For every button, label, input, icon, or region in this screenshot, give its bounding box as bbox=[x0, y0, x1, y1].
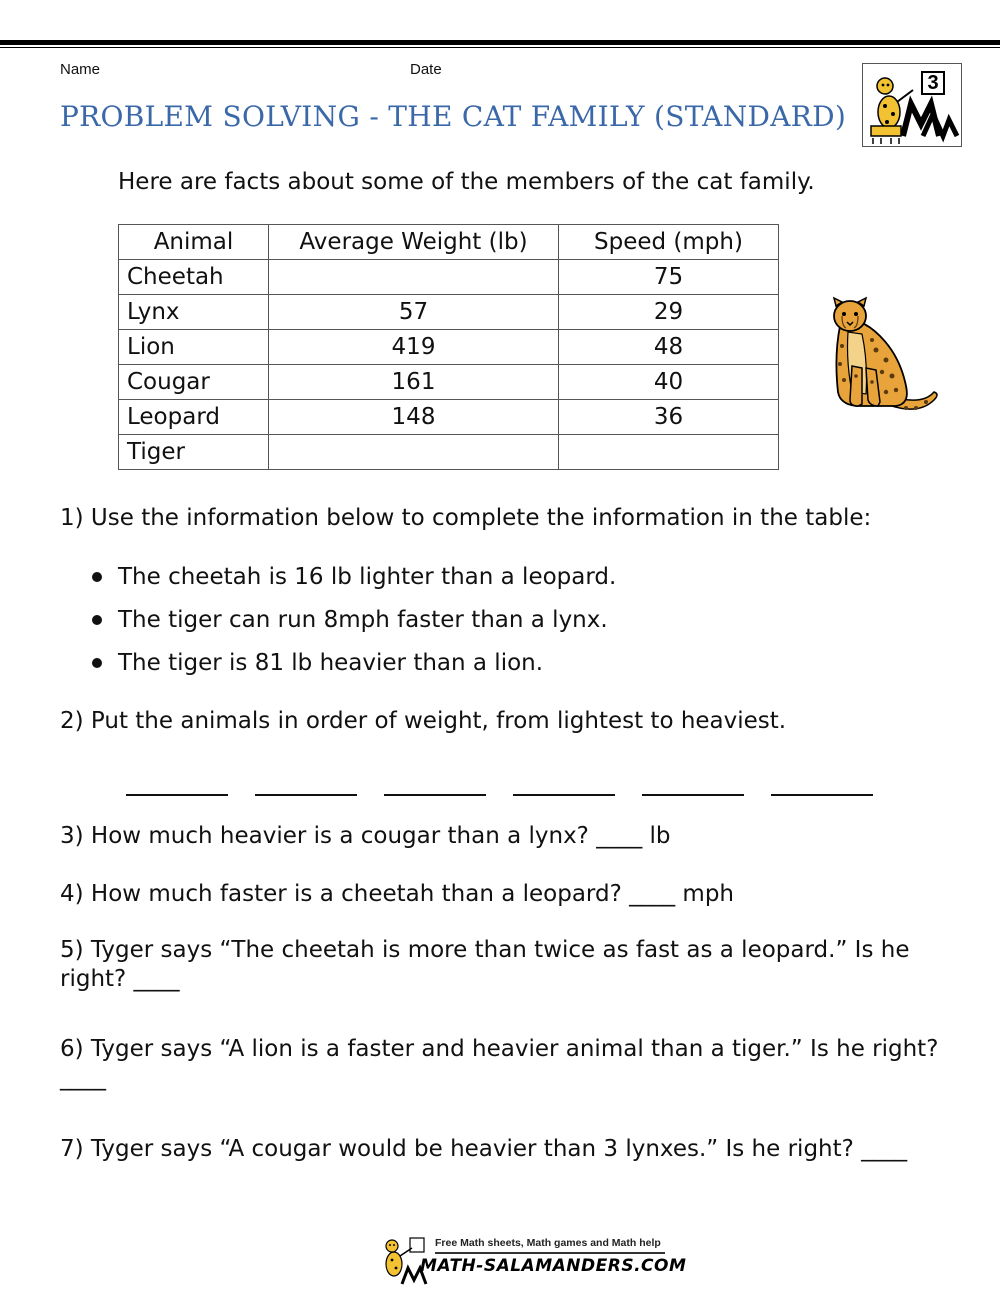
footer-site-name[interactable]: MATH-SALAMANDERS.COM bbox=[420, 1256, 687, 1276]
table-header-row bbox=[119, 225, 779, 260]
speed-cell: 75 bbox=[559, 260, 779, 295]
list-item bbox=[90, 605, 616, 648]
question-3: 3) How much heavier is a cougar than a lynx? ____ lb bbox=[60, 823, 671, 849]
answer-blank[interactable] bbox=[642, 768, 744, 796]
clue-text: The tiger can run 8mph faster than a lynx. bbox=[118, 607, 608, 633]
answer-blank[interactable] bbox=[255, 768, 357, 796]
table-row bbox=[119, 295, 779, 330]
clue-text: The cheetah is 16 lb lighter than a leopard. bbox=[118, 564, 617, 590]
table-row bbox=[119, 330, 779, 365]
animal-cell: Lynx bbox=[119, 295, 269, 330]
answer-blank[interactable] bbox=[771, 768, 873, 796]
list-item bbox=[90, 648, 616, 691]
speed-cell: 29 bbox=[559, 295, 779, 330]
top-rule bbox=[0, 40, 1000, 45]
bullet-icon bbox=[92, 615, 102, 625]
table-row bbox=[119, 260, 779, 295]
animal-cell: Cheetah bbox=[119, 260, 269, 295]
name-label: Name bbox=[60, 61, 101, 78]
bullet-icon bbox=[92, 572, 102, 582]
clue-list bbox=[90, 562, 616, 691]
animal-cell: Leopard bbox=[119, 400, 269, 435]
table-row bbox=[119, 435, 779, 470]
weight-cell: 161 bbox=[269, 365, 559, 400]
speed-cell: 40 bbox=[559, 365, 779, 400]
cat-facts-table bbox=[118, 224, 779, 470]
weight-cell: 419 bbox=[269, 330, 559, 365]
salamander-logo-icon bbox=[863, 64, 963, 148]
answer-blank[interactable] bbox=[384, 768, 486, 796]
col-header-speed: Speed (mph) bbox=[559, 225, 779, 260]
weight-cell-blank[interactable] bbox=[269, 435, 559, 470]
answer-blank[interactable] bbox=[126, 768, 228, 796]
table-row bbox=[119, 365, 779, 400]
question-7: 7) Tyger says “A cougar would be heavier than 3 lynxes.” Is he right? ____ bbox=[60, 1136, 908, 1162]
speed-cell-blank[interactable] bbox=[559, 435, 779, 470]
page-title: PROBLEM SOLVING - THE CAT FAMILY (STANDARD) bbox=[60, 100, 847, 133]
col-header-animal: Animal bbox=[119, 225, 269, 260]
grade-logo bbox=[862, 63, 962, 147]
animal-cell: Cougar bbox=[119, 365, 269, 400]
animal-cell: Lion bbox=[119, 330, 269, 365]
list-item bbox=[90, 562, 616, 605]
animal-cell: Tiger bbox=[119, 435, 269, 470]
bullet-icon bbox=[92, 658, 102, 668]
order-answer-blanks bbox=[126, 768, 886, 798]
cheetah-illustration-icon bbox=[826, 296, 942, 422]
clue-text: The tiger is 81 lb heavier than a lion. bbox=[118, 650, 544, 676]
intro-text: Here are facts about some of the members of the cat family. bbox=[118, 169, 815, 195]
answer-blank[interactable] bbox=[513, 768, 615, 796]
speed-cell: 36 bbox=[559, 400, 779, 435]
table-row bbox=[119, 400, 779, 435]
question-4: 4) How much faster is a cheetah than a leopard? ____ mph bbox=[60, 881, 734, 907]
question-6: 6) Tyger says “A lion is a faster and heavier animal than a tiger.” Is he right? ____ bbox=[60, 1036, 939, 1091]
date-label: Date bbox=[410, 61, 442, 78]
weight-cell: 57 bbox=[269, 295, 559, 330]
speed-cell: 48 bbox=[559, 330, 779, 365]
question-5: 5) Tyger says “The cheetah is more than twice as fast as a leopard.” Is he right? ____ bbox=[60, 937, 910, 992]
top-rule-thin bbox=[0, 47, 1000, 48]
grade-badge: 3 bbox=[927, 72, 939, 94]
footer-tagline: Free Math sheets, Math games and Math help bbox=[435, 1237, 661, 1249]
footer-divider bbox=[435, 1252, 665, 1254]
question-2: 2) Put the animals in order of weight, from lightest to heaviest. bbox=[60, 708, 787, 734]
footer-logo bbox=[380, 1232, 687, 1288]
weight-cell: 148 bbox=[269, 400, 559, 435]
col-header-weight: Average Weight (lb) bbox=[269, 225, 559, 260]
weight-cell-blank[interactable] bbox=[269, 260, 559, 295]
question-1: 1) Use the information below to complete the information in the table: bbox=[60, 505, 872, 531]
